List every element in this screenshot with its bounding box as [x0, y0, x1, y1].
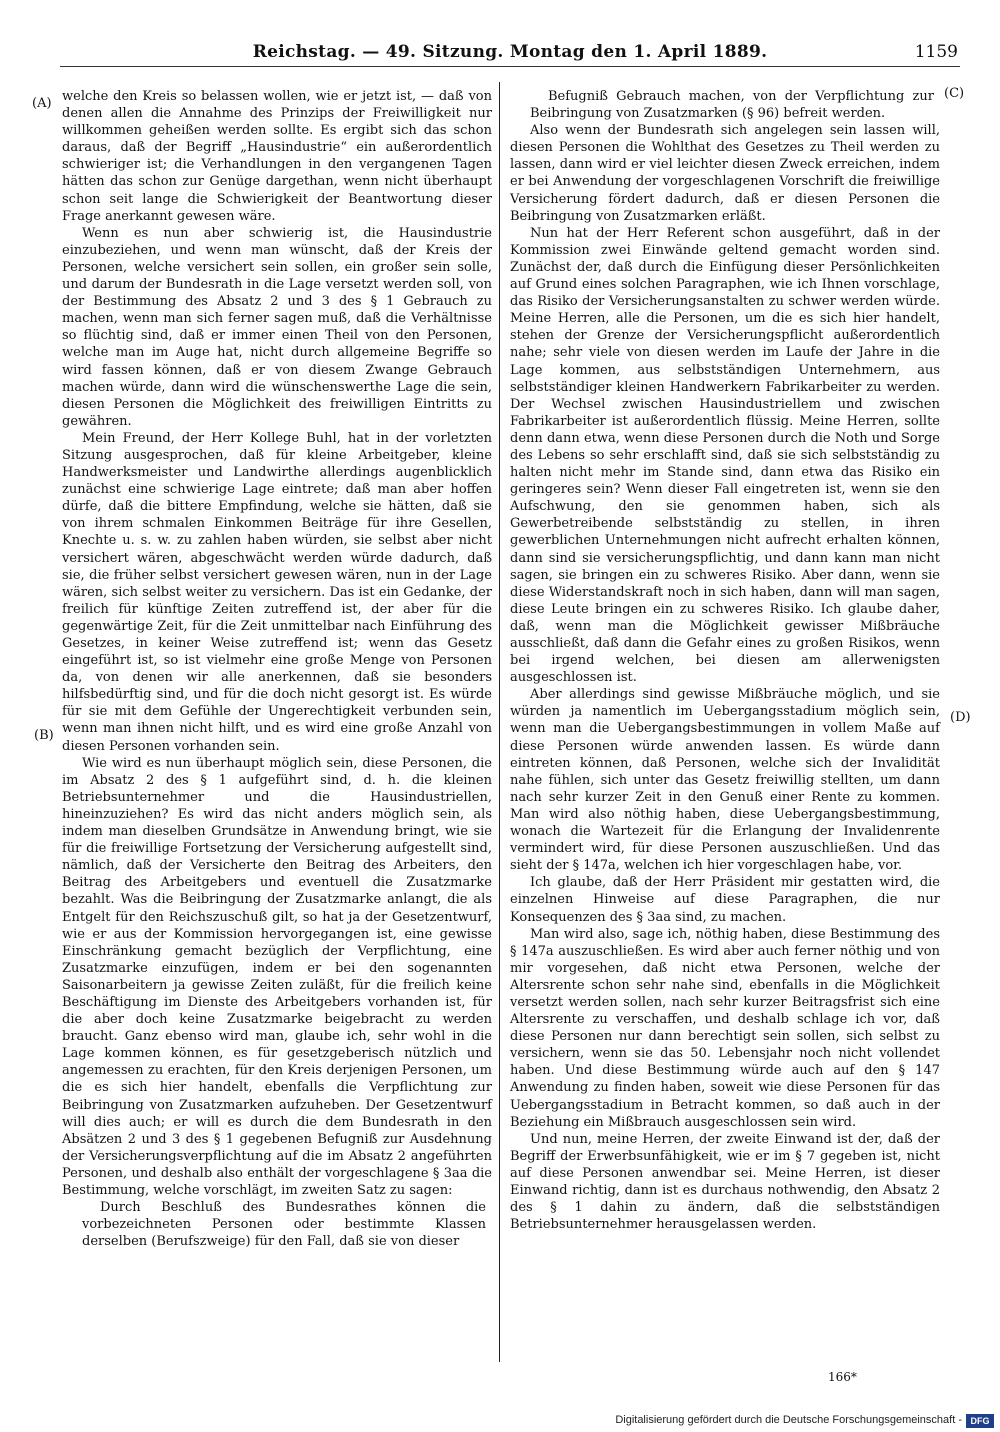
- sheet-number: 166*: [828, 1370, 857, 1384]
- paragraph: welche den Kreis so belassen wollen, wie er jetzt ist, — daß von denen allen die Annahme des Prinzips der Freiwilligkeit nur willkommen geheißen werden sollte. Es ergibt sich das schon daraus, daß der Begriff „Hausindustrie“ ein außerordentlich schwieriger ist; die Verhandlungen in den vergangenen Tagen hätten das schon zur Genüge dargethan, wenn nicht überhaupt schon seit lange die Schwierigkeit der Beantwortung dieser Frage anerkannt gewesen wäre.: [62, 89, 492, 224]
- column-divider: [499, 82, 500, 1362]
- left-column: [62, 88, 492, 1250]
- paragraph: Nun hat der Herr Referent schon ausgeführt, daß in der Kommission zwei Einwände geltend gemacht worden sind. Zunächst der, daß durch die Einfügung dieser Persönlichkeiten auf Grund eines solchen Paragraphen, wie ich Ihnen vorschlage, das Risiko der Versicherungsanstalten zu schwer werden würde. Meine Herren, alle die Personen, um die es sich hier handelt, stehen der Grenze der Versicherungspflicht außerordentlich nahe; sehr viele von diesen werden im Laufe der Jahre in die Lage kommen, aus selbstständigen Unternehmern, aus selbstständiger kleinen Handwerkern Fabrikarbeiter zu werden. Der Wechsel zwischen Hausindustriellem und zwischen Fabrikarbeiter ist außerordentlich flüssig. Meine Herren, sollte denn dann etwa, wenn diese Personen durch die Noth und Sorge des Lebens so sehr erschlafft sind, daß sie sich selbstständig zu halten nicht mehr im Stande sind, dann etwa das Risiko ein geringeres sein? Wenn dieser Fall eingetreten ist, wenn sie den Aufschwung, den sie genommen haben, sich als Gewerbetreibende selbstständig zu stellen, in ihren gewerblichen Unternehmungen nicht aufrecht erhalten können, dann sind sie versicherungspflichtig, und dann kann man nicht sagen, sie bringen ein zu schweres Risiko. Aber dann, wenn sie diese Widerstandskraft noch in sich haben, dann will man sagen, diese Leute bringen ein zu schweres Risiko. Ich glaube daher, daß, wenn man die Möglichkeit gewisser Mißbräuche ausschließt, daß dann die Gefahr eines zu großen Risikos, wenn bei irgend welchen, bei diesen am allerwenigsten ausgeschlossen ist.: [510, 225, 940, 686]
- paragraph: Man wird also, sage ich, nöthig haben, diese Bestimmung des § 147a auszuschließen. Es wird aber auch ferner nöthig und von mir vorgesehen, daß nicht etwa Personen, welche der Altersrente schon sehr nahe sind, ebenfalls in die Möglichkeit versetzt werden sollen, nach sehr kurzer Beitragsfrist sich eine Altersrente zu verschaffen, und deshalb schlage ich vor, daß diese Personen nur dann berechtigt sein sollen, sich selbst zu versichern, wenn sie das 50. Lebensjahr noch nicht vollendet haben. Und diese Bestimmung würde auch auf den § 147 Anwendung zu finden haben, soweit wie diese Personen für das Uebergangsstadium in Betracht kommen, so daß auch in der Beziehung ein Mißbrauch ausgeschlossen sein wird.: [510, 926, 940, 1130]
- paragraph: Also wenn der Bundesrath sich angelegen sein lassen will, diesen Personen die Wohlthat des Gesetzes zu Theil werden zu lassen, dann wird er viel leichter diesen Zweck erreichen, indem er bei Anwendung der vorgeschlagenen Vorschrift die freiwillige Versicherung fördert dadurch, daß er diesen Personen die Beibringung von Zusatzmarken erläßt.: [510, 123, 940, 224]
- header-title: Reichstag. — 49. Sitzung. Montag den 1. April 1889.: [252, 42, 768, 62]
- footer-credit: Digitalisierung gefördert durch die Deutsche Forschungsgemeinschaft -: [615, 1414, 962, 1426]
- paragraph: Aber allerdings sind gewisse Mißbräuche möglich, und sie würden ja namentlich im Uebergangsstadium möglich sein, wenn man die Uebergangsbestimmungen in vollem Maße auf diese Personen würde anwenden lassen. Es würde dann eintreten können, daß Personen, welche sich der Invalidität nahe fühlen, sich unter das Gesetz freiwillig stellten, um dann nach sehr kurzer Zeit in den Genuß einer Rente zu kommen. Man wird also nöthig haben, diese Uebergangsbestimmung, wonach die Wartezeit für die Erlangung der Invalidenrente vermindert wird, für diese Personen auszuschließen. Und das sieht der § 147a, welchen ich hier vorgeschlagen habe, vor.: [510, 687, 940, 874]
- paragraph: Ich glaube, daß der Herr Präsident mir gestatten wird, die einzelnen Hinweise auf diese Paragraphen, die nur Konsequenzen des § 3aa sind, zu machen.: [510, 875, 940, 925]
- paragraph: Wie wird es nun überhaupt möglich sein, diese Personen, die im Absatz 2 des § 1 aufgeführt sind, d. h. die kleinen Betriebsunternehmer und die Hausindustriellen, hineinzuziehen? Es wird das nicht anders möglich sein, als indem man dieselben Grundsätze in Anwendung bringt, wie sie für die freiwillige Fortsetzung der Versicherung aufgestellt sind, nämlich, daß der Versicherte den Beitrag des Arbeiters, den Beitrag des Arbeitgebers und eventuell die Zusatzmarke bezahlt. Was die Beibringung der Zusatzmarke anlangt, die als Entgelt für den Reichszuschuß gilt, so hat ja der Gesetzentwurf, wie er aus der Kommission hervorgegangen ist, eine gewisse Einschränkung gemacht bezüglich der Verpflichtung, eine Zusatzmarke einzufügen, indem er bei den sogenannten Saisonarbeitern ja gewisse Zeiten zuläßt, für die freilich keine Beschäftigung im Dienste des Arbeitgebers vorhanden ist, für die aber doch keine Zusatzmarke beigebracht zu werden braucht. Ganz ebenso wird man, glaube ich, sehr wohl in die Lage kommen können, es für gesetzgeberisch nützlich und angemessen zu erachten, für den Kreis derjenigen Personen, um die es sich hier handelt, ebenfalls die Verpflichtung zur Beibringung von Zusatzmarken aufzuheben. Der Gesetzentwurf will dies auch; er will es durch die dem Bundesrath in den Absätzen 2 und 3 des § 1 gegebenen Befugniß zur Ausdehnung der Versicherungsverpflichtung auf die im Absatz 2 angeführten Personen, und deshalb also enthält der vorgeschlagene § 3aa die Bestimmung, welche vorschlägt, im zweiten Satz zu sagen:: [62, 755, 492, 1198]
- margin-marker-a: (A): [32, 96, 52, 111]
- page-header: [60, 36, 960, 76]
- quoted-provision-continued: Befugniß Gebrauch machen, von der Verpflichtung zur Beibringung von Zusatzmarken (§ 96) befreit werden.: [530, 89, 934, 122]
- quoted-provision: Durch Beschluß des Bundesrathes können die vorbezeichneten Personen oder bestimmte Klassen derselben (Berufszweige) für den Fall, daß sie von dieser: [82, 1200, 486, 1250]
- paragraph: Mein Freund, der Herr Kollege Buhl, hat in der vorletzten Sitzung ausgesprochen, daß für kleine Arbeitgeber, kleine Handwerksmeister und Landwirthe allerdings augenblicklich zunächst eine schwierige Lage eintrete; daß man aber hoffen dürfe, daß die bittere Empfindung, welche sie hätten, daß sie von ihrem schmalen Einkommen Beiträge für ihre Gesellen, Knechte u. s. w. zu zahlen haben würden, sie selbst aber nicht versichert wären, abgeschwächt werden würde dadurch, daß sie, die früher selbst versichert gewesen wären, nun in der Lage wären, sich selbst weiter zu versichern. Das ist ein Gedanke, der freilich für künftige Zeiten zutreffend ist, der aber für die gegenwärtige Zeit, für die Zeit unmittelbar nach Einführung des Gesetzes, in keiner Weise zutreffend ist; wenn das Gesetz eingeführt ist, so ist vielmehr eine große Menge von Personen da, von denen wir alle anerkennen, daß sie besonders hilfsbedürftig sind, und für die doch nicht gesorgt ist. Es würde für sie mit dem Gefühle der Ungerechtigkeit verbunden sein, wenn man ihnen nicht hilft, und es wird eine große Anzahl von diesen Personen vorhanden sein.: [62, 430, 492, 754]
- right-column: [510, 88, 940, 1233]
- margin-marker-c: (C): [944, 86, 965, 101]
- paragraph: Wenn es nun aber schwierig ist, die Hausindustrie einzubeziehen, und wenn man wünscht, daß der Kreis der Personen, welche versichert sein sollen, ein großer sein solle, und darum der Bundesrath in die Lage versetzt werden soll, von der Bestimmung des Absatz 2 und 3 des § 1 Gebrauch zu machen, wenn man sich ferner sagen muß, daß die Verhältnisse so flüchtig sind, daß er immer einen Theil von den Personen, welche man im Auge hat, nicht durch allgemeine Begriffe so wird fassen können, daß er von diesem Zwange Gebrauch machen würde, dann wird die wünschenswerthe Lage die sein, diesen Personen die Möglichkeit des freiwilligen Eintritts zu gewähren.: [62, 225, 492, 429]
- dfg-logo-icon: DFG: [966, 1414, 994, 1428]
- paragraph: Und nun, meine Herren, der zweite Einwand ist der, daß der Begriff der Erwerbsunfähigkeit, wie er im § 7 gegeben ist, nicht auf diese Personen anwendbar sei. Meine Herren, ist dieser Einwand richtig, dann ist es durchaus nothwendig, den Absatz 2 des § 1 dahin zu ändern, daß die selbstständigen Betriebsunternehmer herausgelassen werden.: [510, 1131, 940, 1233]
- margin-marker-b: (B): [34, 728, 54, 743]
- margin-marker-d: (D): [950, 710, 971, 725]
- header-rule: [60, 66, 960, 67]
- page-number: 1159: [914, 42, 958, 62]
